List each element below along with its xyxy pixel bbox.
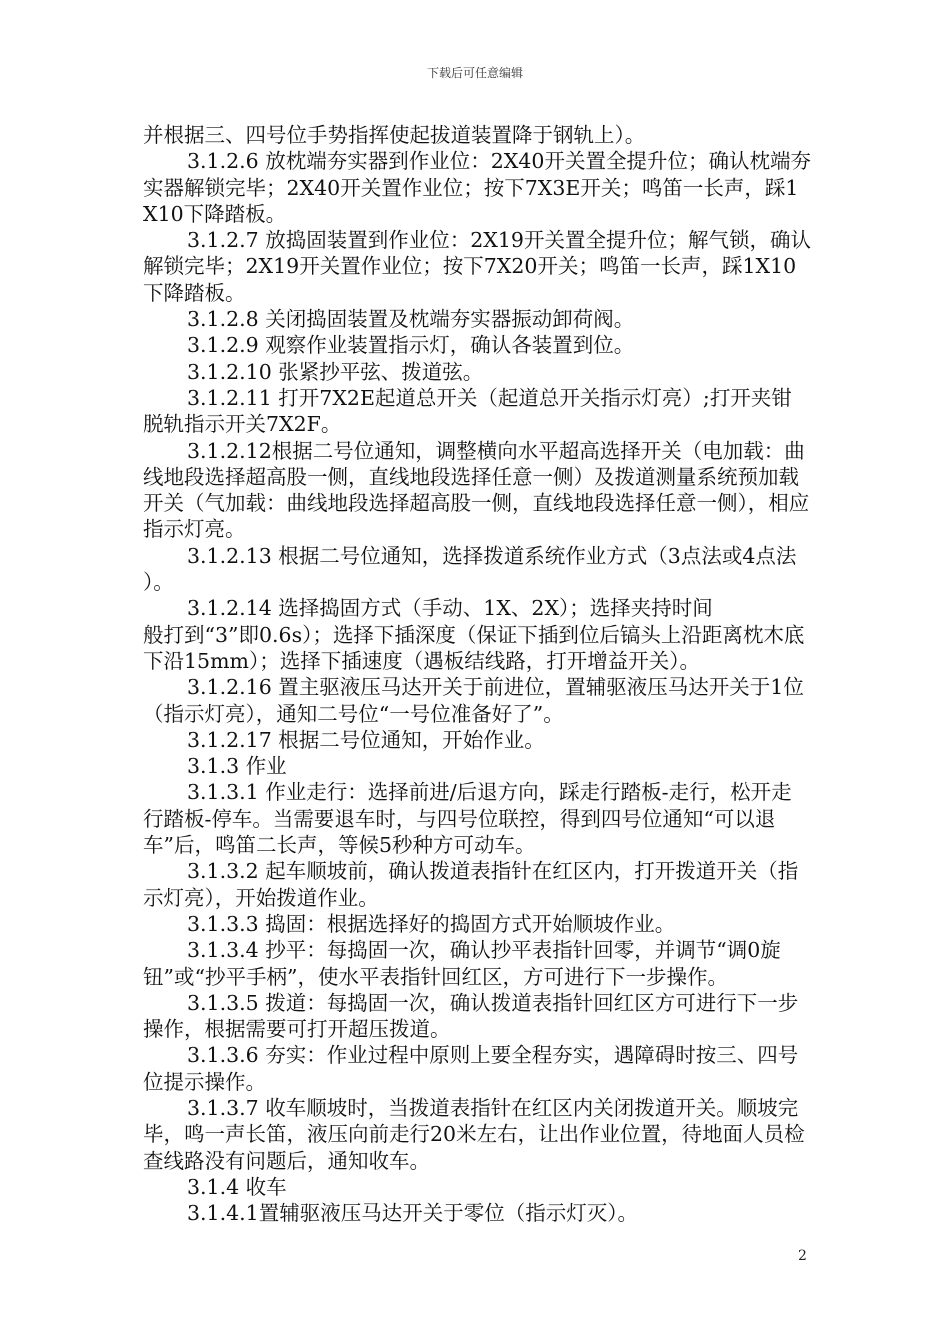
paragraph-3-1-2-13: 3.1.2.13 根据二号位通知，选择拨道系统作业方式（3点法或4点法 ）。 (143, 543, 803, 595)
paragraph-3-1-2-17: 3.1.2.17 根据二号位通知，开始作业。 (187, 727, 545, 752)
paragraph-3-1-2-14: 3.1.2.14 选择捣固方式（手动、1X、2X）；选择夹持时间 般打到“3”即0.6s）；选择下插深度（保证下插到位后镐头上沿距离枕木底下沿15mm）；选择下插速度（遇板结线路，打开增益开关）。 (143, 596, 805, 673)
paragraph-3-1-3-7: 3.1.3.7 收车顺坡时，当拨道表指针在红区内关闭拨道开关。顺坡完毕，鸣一声长笛，液压向前走行20米左右，让出作业位置，待地面人员检查线路没有问题后，通知收车。 (143, 1095, 805, 1173)
page-number: 2 (798, 1248, 807, 1264)
paragraph-3-1-3-3: 3.1.3.3 捣固：根据选择好的捣固方式开始顺坡作业。 (187, 911, 676, 936)
paragraph-3-1-2-10: 3.1.2.10 张紧抄平弦、拨道弦。 (187, 359, 484, 384)
paragraph-3-1-2-8: 3.1.2.8 关闭捣固装置及枕端夯实器振动卸荷阀。 (187, 307, 635, 332)
paragraph-3-1-3-5: 3.1.3.5 拨道：每捣固一次，确认拨道表指针回红区方可进行下一步操作，根据需要可打开超压拨道。 (143, 990, 799, 1042)
page-header: 下载后可任意编辑 (426, 66, 523, 80)
section-heading-3-1-4: 3.1.4 收车 (187, 1174, 287, 1199)
paragraph-3-1-4-1: 3.1.4.1置辅驱液压马达开关于零位（指示灯灭）。 (187, 1201, 638, 1226)
paragraph-3-1-2-7: 3.1.2.7 放捣固装置到作业位：2X19开关置全提升位；解气锁，确认解锁完毕；2X19开关置作业位；按下7X20开关；鸣笛一长声，踩1X10下降踏板。 (143, 228, 811, 305)
paragraph-3-1-2-6: 3.1.2.6 放枕端夯实器到作业位：2X40开关置全提升位；确认枕端夯实器解锁完毕；2X40开关置作业位；按下7X3E开关；鸣笛一长声，踩1X10下降踏板。 (143, 149, 811, 226)
paragraph-3-1-2-9: 3.1.2.9 观察作业装置指示灯，确认各装置到位。 (187, 333, 635, 358)
paragraph-3-1-2-16: 3.1.2.16 置主驱液压马达开关于前进位，置辅驱液压马达开关于1位（指示灯亮），通知二号位“一号位准备好了”。 (143, 675, 804, 726)
document-body (143, 122, 811, 1226)
paragraph-3-1-3-6: 3.1.3.6 夯实：作业过程中原则上要全程夯实，遇障碍时按三、四号位提示操作。 (143, 1043, 799, 1094)
paragraph-3-1-3-2: 3.1.3.2 起车顺坡前，确认拨道表指针在红区内，打开拨道开关（指示灯亮），开始拨道作业。 (143, 859, 799, 910)
paragraph-3-1-2-12: 3.1.2.12根据二号位通知，调整横向水平超高选择开关（电加载：曲线地段选择超高股一侧，直线地段选择任意一侧）及拨道测量系统预加载开关（气加载：曲线地段选择超高股一侧，直线地段选择任意一侧），相应指示灯亮。 (143, 438, 810, 542)
paragraph-1: 并根据三、四号位手势指挥使起拔道装置降于钢轨上）。 (143, 123, 646, 147)
paragraph-3-1-2-11: 3.1.2.11 打开7X2E起道总开关（起道总开关指示灯亮）;打开夹钳脱轨指示开关7X2F。 (143, 385, 792, 437)
paragraph-3-1-3-4: 3.1.3.4 抄平：每捣固一次，确认抄平表指针回零，并调节“调0旋钮”或“抄平手柄”，使水平表指针回红区，方可进行下一步操作。 (143, 938, 781, 989)
paragraph-3-1-3-1: 3.1.3.1 作业走行：选择前进/后退方向，踩走行踏板-走行，松开走行踏板-停车。当需要退车时，与四号位联控，得到四号位通知“可以退车”后，鸣笛二长声，等候5秒种方可动车。 (143, 780, 792, 858)
section-heading-3-1-3: 3.1.3 作业 (187, 754, 287, 779)
